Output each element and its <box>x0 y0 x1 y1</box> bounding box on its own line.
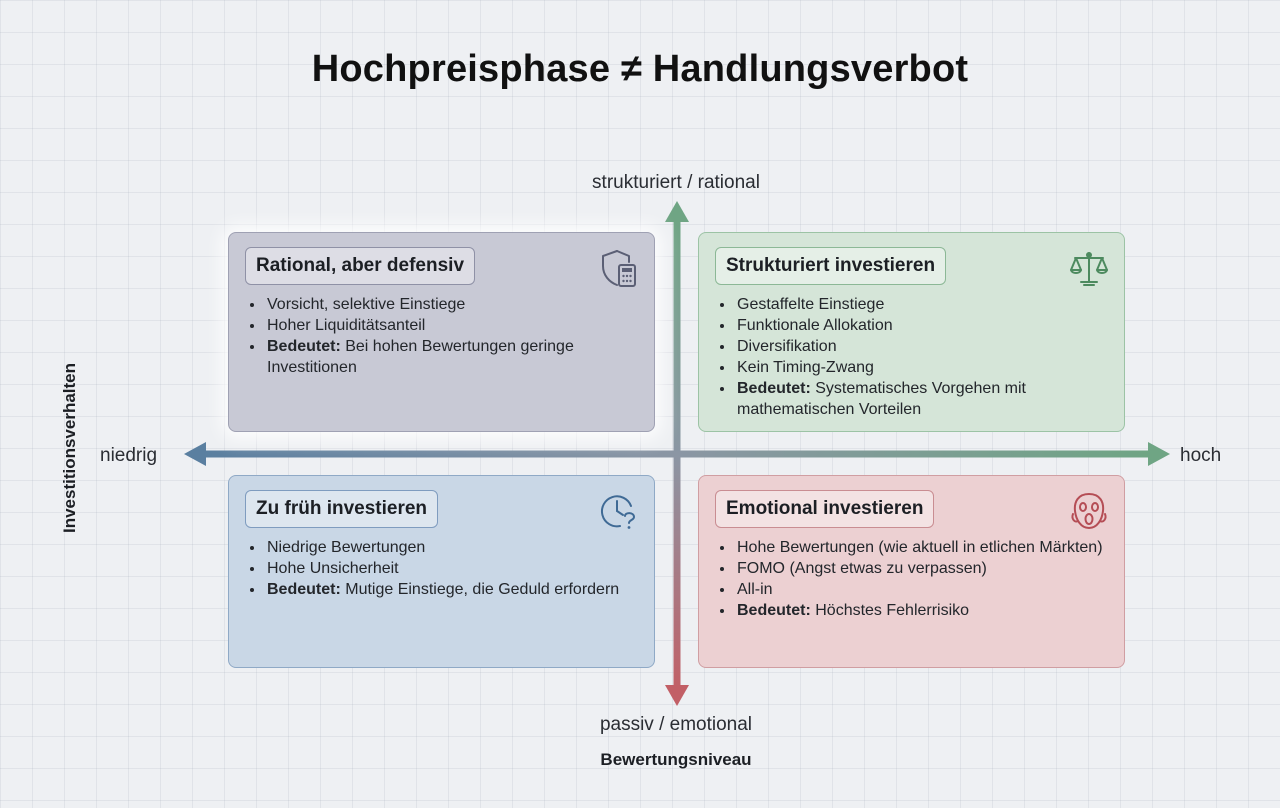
meaning-item <box>735 378 1106 420</box>
quadrant-heading: Strukturiert investieren <box>715 247 946 285</box>
quadrant-heading: Zu früh investieren <box>245 490 438 528</box>
meaning-label: Bedeutet: <box>737 602 811 619</box>
quadrant-rational-defensive <box>228 232 655 432</box>
page-title: Hochpreisphase ≠ Handlungsverbot <box>311 48 969 90</box>
meaning-text: Bei hohen Bewertungen geringe Investitionen <box>267 338 574 376</box>
meaning-label: Bedeutet: <box>267 338 341 355</box>
list-item: • All-in <box>735 579 1106 600</box>
x-axis-left-label: niedrig <box>100 445 158 466</box>
list-item: • Diversifikation <box>735 336 1106 357</box>
y-axis-line <box>674 218 681 692</box>
quadrant-structured-investing <box>698 232 1125 432</box>
quadrant-list <box>245 537 636 600</box>
meaning-item <box>265 579 636 600</box>
quadrant-heading: Emotional investieren <box>715 490 934 528</box>
shield-calculator-icon <box>598 247 640 289</box>
y-axis-top-label: strukturiert / rational <box>592 172 760 193</box>
x-axis-title: Bewertungsniveau <box>600 750 752 769</box>
list-item: • Vorsicht, selektive Einstiege <box>265 294 636 315</box>
quadrant-emotional-investing <box>698 475 1125 668</box>
x-axis-arrow-right <box>1148 442 1170 466</box>
quadrant-list <box>715 294 1106 420</box>
y-axis-bottom-label: passiv / emotional <box>599 714 753 735</box>
list-item: • Gestaffelte Einstiege <box>735 294 1106 315</box>
list-item: • FOMO (Angst etwas zu verpassen) <box>735 558 1106 579</box>
meaning-item <box>265 336 636 378</box>
list-item: • Hoher Liquiditätsanteil <box>265 315 636 336</box>
list-item: • Kein Timing-Zwang <box>735 357 1106 378</box>
quadrant-heading: Rational, aber defensiv <box>245 247 475 285</box>
x-axis-arrow-left <box>184 442 206 466</box>
y-axis-arrow-top <box>665 201 689 222</box>
x-axis-right-label: hoch <box>1180 445 1222 466</box>
meaning-label: Bedeutet: <box>267 581 341 598</box>
balance-scale-icon <box>1068 247 1110 289</box>
clock-question-icon <box>598 490 640 532</box>
meaning-item <box>735 600 1106 621</box>
list-item: • Niedrige Bewertungen <box>265 537 636 558</box>
y-axis-title: Investitionsverhalten <box>60 362 79 534</box>
quadrant-list <box>245 294 636 378</box>
screaming-face-icon <box>1068 490 1110 532</box>
list-item: • Hohe Bewertungen (wie aktuell in etlichen Märkten) <box>735 537 1106 558</box>
meaning-text: Mutige Einstiege, die Geduld erfordern <box>345 581 620 598</box>
meaning-text: Systematisches Vorgehen mit mathematischen Vorteilen <box>737 380 1026 418</box>
quadrant-too-early <box>228 475 655 668</box>
y-axis-arrow-bottom <box>665 685 689 706</box>
list-item: • Hohe Unsicherheit <box>265 558 636 579</box>
list-item: • Funktionale Allokation <box>735 315 1106 336</box>
quadrant-list <box>715 537 1106 621</box>
meaning-label: Bedeutet: <box>737 380 811 397</box>
meaning-text: Höchstes Fehlerrisiko <box>815 602 970 619</box>
